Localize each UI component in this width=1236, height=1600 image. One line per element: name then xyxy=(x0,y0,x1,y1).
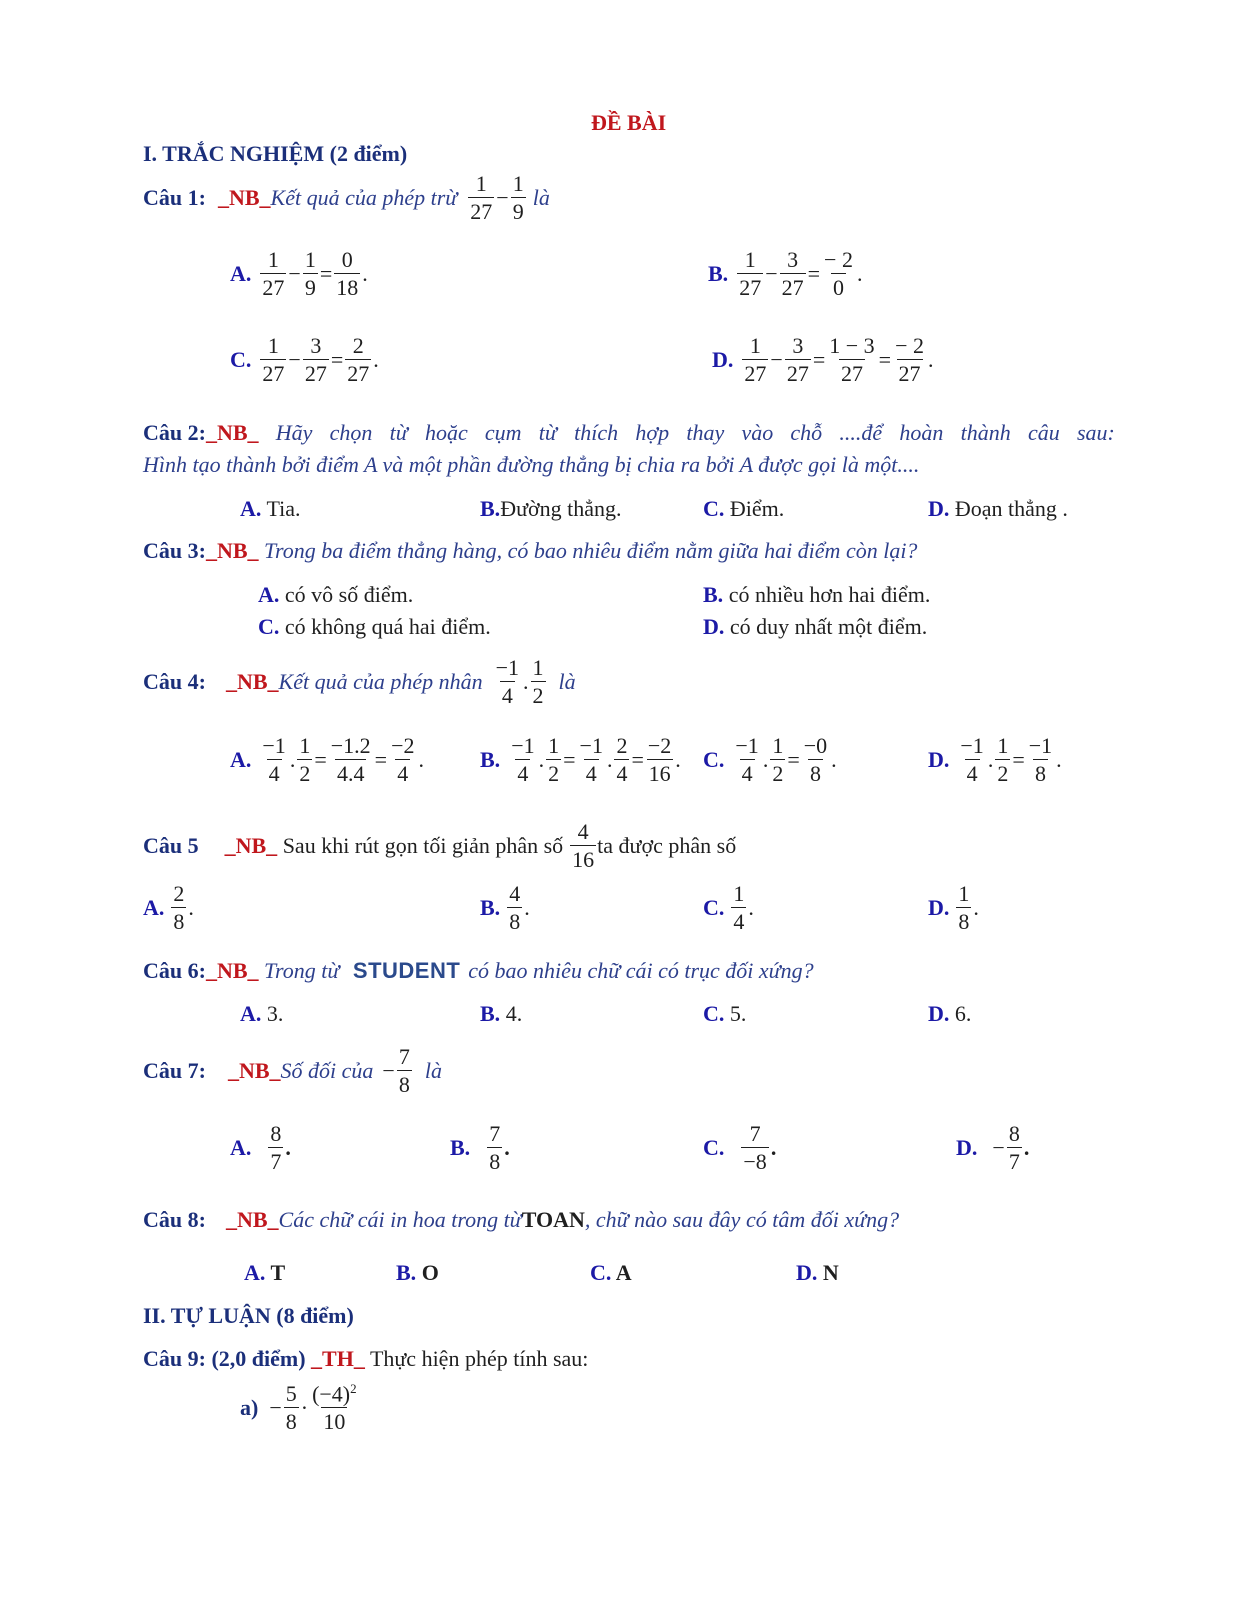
level-tag: _NB_ xyxy=(205,538,259,563)
option-text: O xyxy=(421,1260,439,1285)
option-label: C. xyxy=(703,1001,725,1026)
q3-option-b[interactable] xyxy=(703,584,930,606)
word: Hãy xyxy=(275,420,313,445)
fraction: 1 27 xyxy=(744,333,767,387)
operator: − xyxy=(288,346,301,372)
question-3 xyxy=(143,540,917,562)
option-label: C. xyxy=(590,1260,612,1285)
q6-option-d[interactable] xyxy=(928,1003,971,1025)
option-label: B. xyxy=(480,894,501,920)
fraction: $\frac{8}{7}$ xyxy=(1008,1121,1020,1175)
word-student: STUDENT xyxy=(352,958,461,983)
question-text: Sau khi rút gọn tối giản phân số xyxy=(277,832,564,858)
q1-option-c[interactable] xyxy=(230,334,380,385)
option-text: 5. xyxy=(724,1001,747,1026)
q3-option-c[interactable] xyxy=(258,616,491,638)
word: từ xyxy=(389,420,408,445)
operator: . xyxy=(856,260,863,286)
option-label: A. xyxy=(230,260,252,286)
option-text: có nhiều hơn hai điểm. xyxy=(723,582,931,607)
minus-sign: − xyxy=(382,1057,395,1083)
question-label: Câu 6: xyxy=(143,958,206,983)
word: câu xyxy=(1027,420,1060,445)
option-label: D. xyxy=(703,614,725,639)
question-text: Trong từ xyxy=(258,958,340,983)
q4-option-a[interactable] xyxy=(230,734,425,785)
fraction: −1 4 xyxy=(511,733,535,787)
fraction: $\frac{1 - 3}{27}$ xyxy=(829,333,875,387)
fraction: −1 4 xyxy=(960,733,984,787)
operator: − xyxy=(770,346,783,372)
option-text: Đường thẳng. xyxy=(500,496,622,521)
option-label: A. xyxy=(258,582,280,607)
operator: = xyxy=(807,260,821,286)
fraction: $\frac{-2}{4}$ xyxy=(391,733,415,787)
operator: = xyxy=(787,746,800,772)
question-label: Câu 5 xyxy=(143,832,199,858)
fraction: $\frac{3}{27}$ xyxy=(786,333,809,387)
question-label: Câu 1: xyxy=(143,184,206,210)
operator: = xyxy=(319,260,333,286)
operator: . xyxy=(523,668,529,694)
operator: . xyxy=(928,346,934,372)
question-2 xyxy=(143,422,1115,476)
fraction: $\frac{3}{27}$ xyxy=(781,247,804,301)
word: hoặc xyxy=(424,420,468,445)
operator: = xyxy=(563,746,576,772)
level-tag: _NB_ xyxy=(225,668,279,694)
question-6 xyxy=(143,960,814,982)
level-tag: _NB_ xyxy=(227,1057,281,1083)
fraction: 8 7 xyxy=(270,1121,282,1175)
q5-option-a[interactable]: A. 2 8 . xyxy=(143,881,194,935)
word: thay xyxy=(686,420,725,445)
q8-option-d[interactable] xyxy=(796,1262,839,1284)
q2-option-b[interactable] xyxy=(480,498,622,520)
fraction: $\frac{1}{9}$ xyxy=(512,171,524,225)
option-label: C. xyxy=(258,614,280,639)
question-label: Câu 3: xyxy=(143,538,206,563)
operator: . xyxy=(418,746,424,772)
question-label: Câu 8: xyxy=(143,1207,206,1232)
question-label: Câu 4: xyxy=(143,668,206,694)
fraction: $\frac{-1}{8}$ xyxy=(1028,733,1053,787)
level-tag: _NB_ xyxy=(217,184,271,210)
fraction: 1 8 xyxy=(958,881,970,935)
operator: − xyxy=(496,184,509,210)
operator: = xyxy=(1012,746,1025,772)
question-9 xyxy=(143,1348,588,1370)
operator: . xyxy=(831,746,837,772)
option-label: C. xyxy=(230,346,252,372)
fraction: $\frac{-0}{8}$ xyxy=(803,733,828,787)
level-tag: _NB_ xyxy=(224,832,278,858)
q1-option-a[interactable] xyxy=(230,248,369,299)
option-label: A. xyxy=(230,1134,252,1160)
operator: = xyxy=(330,346,344,372)
question-tail: là xyxy=(424,1057,442,1083)
section-heading-multiple-choice: I. TRẮC NGHIỆM (2 điểm) xyxy=(143,141,408,166)
operator: = xyxy=(314,746,327,772)
fraction: $\frac{7}{8}$ xyxy=(398,1044,410,1098)
option-label: D. xyxy=(712,346,734,372)
q4-option-c[interactable] xyxy=(703,734,838,785)
option-label: C. xyxy=(703,496,725,521)
option-label: A. xyxy=(240,1001,262,1026)
fraction: $\frac{-1}{4}$ xyxy=(579,733,603,787)
fraction: $\frac{0}{18}$ xyxy=(336,247,359,301)
option-text: có duy nhất một điểm. xyxy=(724,614,928,639)
fraction: $\frac{3}{27}$ xyxy=(304,333,327,387)
option-label: D. xyxy=(928,496,950,521)
q8-option-c[interactable] xyxy=(590,1262,632,1284)
fraction: 2 8 xyxy=(173,881,185,935)
word: thành xyxy=(960,420,1011,445)
option-text: 4. xyxy=(500,1001,523,1026)
fraction: 1 27 xyxy=(470,171,493,225)
question-7 xyxy=(143,1045,442,1096)
level-tag: _TH_ xyxy=(311,1346,365,1371)
option-label: B. xyxy=(708,260,729,286)
q7-option-a[interactable]: A. 8 7 . xyxy=(230,1121,291,1175)
level-tag: _NB_ xyxy=(225,1207,279,1232)
question-8 xyxy=(143,1209,899,1231)
option-label: B. xyxy=(480,496,501,521)
operator: . xyxy=(373,346,379,372)
question-4 xyxy=(143,656,576,707)
question-text: Thực hiện phép tính sau: xyxy=(364,1346,589,1371)
fraction: 1 4 xyxy=(733,881,745,935)
q8-option-b[interactable] xyxy=(396,1262,439,1284)
word: hoàn xyxy=(899,420,944,445)
operator: . xyxy=(987,746,994,772)
minus-sign: − xyxy=(269,1394,282,1420)
section-heading-essay: II. TỰ LUẬN (8 điểm) xyxy=(143,1303,354,1328)
fraction: $\frac{-1.2}{4.4}$ xyxy=(330,733,371,787)
option-label: B. xyxy=(703,582,724,607)
question-4-expression xyxy=(493,656,547,707)
option-text: A xyxy=(615,1260,632,1285)
word: sau: xyxy=(1076,420,1115,445)
question-text: Số đối của xyxy=(280,1057,374,1083)
part-label: a) xyxy=(240,1394,259,1420)
operator: . xyxy=(606,746,613,772)
fraction: −1 4 xyxy=(262,733,286,787)
fraction: 1 27 xyxy=(262,247,285,301)
page-title: ĐỀ BÀI xyxy=(591,110,667,135)
q5-option-d[interactable]: D. 1 8 . xyxy=(928,881,979,935)
option-label: A. xyxy=(240,496,262,521)
q3-option-d[interactable] xyxy=(703,616,927,638)
word: vào xyxy=(741,420,774,445)
option-label: A. xyxy=(143,894,165,920)
option-text: có vô số điểm. xyxy=(279,582,414,607)
option-text: 6. xyxy=(949,1001,972,1026)
question-tail: là xyxy=(558,668,576,694)
option-label: C. xyxy=(703,746,725,772)
word: chỗ xyxy=(790,420,823,445)
q4-option-d[interactable] xyxy=(928,734,1063,785)
question-text: Kết quả của phép trừ xyxy=(270,184,458,210)
fraction: 7 8 xyxy=(489,1121,501,1175)
option-label: A. xyxy=(230,746,252,772)
fraction: $\frac{- 2}{27}$ xyxy=(895,333,924,387)
question-text: Kết quả của phép nhân xyxy=(278,668,483,694)
q3-option-a[interactable] xyxy=(258,584,413,606)
question-5 xyxy=(143,820,736,871)
q7-option-b[interactable]: B. 7 8 . xyxy=(450,1121,510,1175)
option-label: D. xyxy=(928,894,950,920)
option-text: 3. xyxy=(261,1001,284,1026)
option-label: B. xyxy=(396,1260,417,1285)
option-label: A. xyxy=(244,1260,266,1285)
q8-option-a[interactable] xyxy=(244,1262,285,1284)
question-label: Câu 7: xyxy=(143,1057,206,1083)
operator: . xyxy=(362,260,368,286)
q7-option-d[interactable]: D. − $\frac{8}{7}$ . xyxy=(956,1121,1030,1175)
operator: . xyxy=(289,746,296,772)
word: chọn xyxy=(329,420,373,445)
q1-option-d[interactable] xyxy=(712,334,935,385)
word-toan: TOAN xyxy=(521,1207,585,1232)
word: hợp xyxy=(635,420,670,445)
question-text: Trong ba điểm thẳng hàng, có bao nhiêu điểm nằm giữa hai điểm còn lại? xyxy=(258,538,918,563)
operator: . xyxy=(675,746,681,772)
q1-option-b[interactable] xyxy=(708,248,863,299)
word: ....để xyxy=(839,420,883,445)
fraction: −1 4 xyxy=(495,655,520,709)
fraction: $\frac{- 2}{0}$ xyxy=(824,247,853,301)
fraction: 1 27 xyxy=(739,247,762,301)
q7-option-c[interactable]: C. 7 −8 . xyxy=(703,1121,777,1175)
option-label: D. xyxy=(796,1260,818,1285)
q2-option-a[interactable] xyxy=(240,498,301,520)
fraction: $\frac{5}{8}$ xyxy=(285,1381,297,1435)
fraction: $\frac{1}{9}$ xyxy=(304,247,316,301)
option-text: có không quá hai điểm. xyxy=(279,614,491,639)
option-label: C. xyxy=(703,1134,725,1160)
option-label: B. xyxy=(480,1001,501,1026)
fraction: $\frac{2}{27}$ xyxy=(347,333,370,387)
fraction: $(-4)^2$ 10 xyxy=(312,1381,357,1435)
level-tag: _NB_ xyxy=(205,420,259,445)
option-label: B. xyxy=(450,1134,471,1160)
q6-option-c[interactable] xyxy=(703,1003,746,1025)
q6-option-a[interactable] xyxy=(240,1003,283,1025)
question-label: Câu 9: (2,0 điểm) xyxy=(143,1346,306,1371)
fraction: 1 2 xyxy=(532,655,544,709)
fraction: $\frac{-2}{16}$ xyxy=(647,733,672,787)
fraction: 7 −8 xyxy=(743,1121,767,1175)
question-tail: ta được phân số xyxy=(597,832,737,858)
fraction: $\frac{1}{2}$ xyxy=(548,733,560,787)
option-label: C. xyxy=(703,894,725,920)
operator: . xyxy=(762,746,769,772)
fraction: 4 8 xyxy=(509,881,521,935)
fraction: $\frac{2}{4}$ xyxy=(616,733,628,787)
fraction: $\frac{1}{2}$ xyxy=(997,733,1009,787)
question-2-line-2: Hình tạo thành bởi điểm A và một phần đường thẳng bị chia ra bởi A được gọi là một.... xyxy=(143,452,920,477)
level-tag: _NB_ xyxy=(205,958,259,983)
option-text: N xyxy=(822,1260,839,1285)
question-tail: là xyxy=(532,184,550,210)
q2-option-d[interactable] xyxy=(928,498,1068,520)
operator: − xyxy=(288,260,301,286)
question-tail: có bao nhiêu chữ cái có trục đối xứng? xyxy=(468,958,814,983)
q2-option-c[interactable] xyxy=(703,498,784,520)
operator: = xyxy=(812,346,826,372)
question-text: Các chữ cái in hoa trong từ xyxy=(278,1207,522,1232)
operator: = xyxy=(631,746,644,772)
q4-option-b[interactable] xyxy=(480,734,682,785)
q6-option-b[interactable] xyxy=(480,1003,522,1025)
option-text: Tia. xyxy=(261,496,301,521)
q5-option-c[interactable]: C. 1 4 . xyxy=(703,881,754,935)
word: thích xyxy=(574,420,619,445)
fraction: 4 16 xyxy=(572,819,595,873)
question-2-line-1 xyxy=(143,422,1115,444)
fraction: $\frac{1}{2}$ xyxy=(772,733,784,787)
operator: = xyxy=(878,346,892,372)
word: từ xyxy=(538,420,557,445)
fraction: −1 4 xyxy=(735,733,759,787)
option-label: D. xyxy=(956,1134,978,1160)
operator: − xyxy=(765,260,778,286)
word: cụm xyxy=(484,420,522,445)
operator: . xyxy=(1056,746,1062,772)
operator: . xyxy=(538,746,545,772)
dot-operator: · xyxy=(300,1394,309,1420)
option-text: Điểm. xyxy=(724,496,785,521)
fraction: $\frac{1}{2}$ xyxy=(299,733,311,787)
question-1 xyxy=(143,172,550,223)
option-label: D. xyxy=(928,1001,950,1026)
fraction: 1 27 xyxy=(262,333,285,387)
question-tail: , chữ nào sau đây có tâm đối xứng? xyxy=(584,1207,900,1232)
q5-option-b[interactable]: B. 4 8 . xyxy=(480,881,530,935)
option-label: D. xyxy=(928,746,950,772)
operator: = xyxy=(374,746,388,772)
option-label: B. xyxy=(480,746,501,772)
option-text: T xyxy=(270,1260,286,1285)
question-label: Câu 2: xyxy=(143,420,206,445)
option-text: Đoạn thẳng . xyxy=(949,496,1068,521)
q9-part-a xyxy=(240,1382,360,1434)
